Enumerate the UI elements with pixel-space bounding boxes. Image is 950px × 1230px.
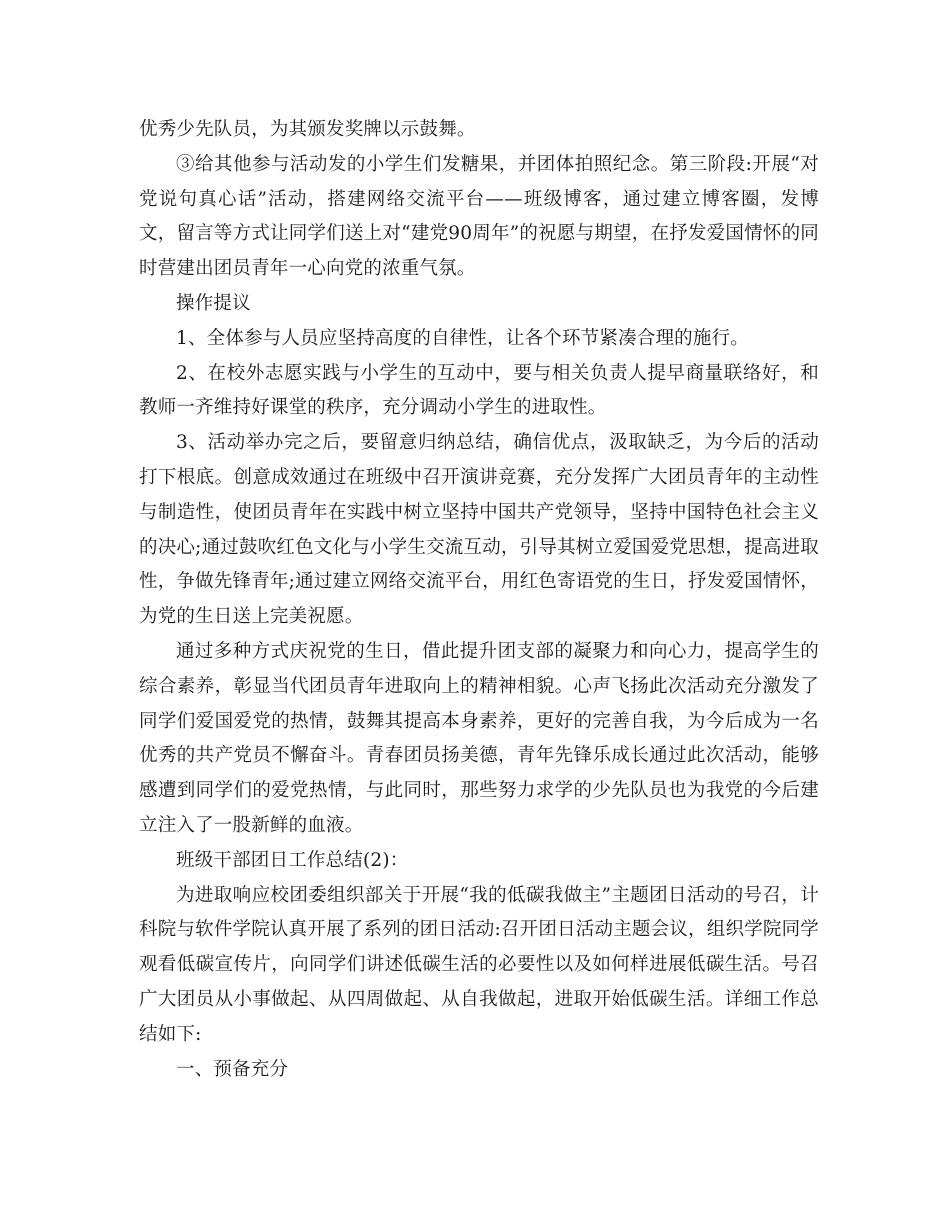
suggestion-item-3: 3、活动举办完之后，要留意归纳总结，确信优点，汲取缺乏，为今后的活动打下根底。创意成效通过在班级中召开演讲竞赛，充分发挥广大团员青年的主动性与制造性，使团员青年在实践中树立坚持中国共产党领导，坚持中国特色社会主义的决心;通过鼓吹红色文化与小学生交流互动，引导其树立爱国爱党思想，提高进取性，争做先锋青年;通过建立网络交流平台，用红色寄语党的生日，抒发爱国情怀，为党的生日送上完美祝愿。 <box>139 432 819 628</box>
paragraph-continuation: 优秀少先队员，为其颁发奖牌以示鼓舞。 <box>139 119 476 140</box>
paragraph-low-carbon-intro: 为进取响应校团委组织部关于开展“我的低碳我做主”主题团日活动的号召，计科院与软件学院认真开展了系列的团日活动:召开团日活动主题会议，组织学院同学观看低碳宣传片，向同学们讲述低碳生活的必要性以及如何样进展低碳生活。号召广大团员从小事做起、从四周做起、从自我做起，进取开始低碳生活。详细工作总结如下: <box>139 884 819 1045</box>
suggestion-item-2: 2、在校外志愿实践与小学生的互动中，要与相关负责人提早商量联络好，和教师一齐维持好课堂的秩序，充分调动小学生的进取性。 <box>139 362 819 419</box>
document-body <box>139 113 819 1087</box>
section-heading-suggestions: 操作提议 <box>176 292 251 314</box>
section-heading-preparation: 一、预备充分 <box>176 1058 289 1080</box>
paragraph-candy-and-stage-three: ③给其他参与活动发的小学生们发糖果，并团体拍照纪念。第三阶段:开展“对党说句真心话”活动，搭建网络交流平台——班级博客，通过建立博客圈，发博文，留言等方式让同学们送上对“建党90周年”的祝愿与期望，在抒发爱国情怀的同时营建出团员青年一心向党的浓重气氛。 <box>139 153 819 280</box>
section-heading-summary-2: 班级干部团日工作总结(2)： <box>176 849 409 871</box>
suggestion-item-1: 1、全体参与人员应坚持高度的自律性，让各个环节紧凑合理的施行。 <box>176 327 749 349</box>
paragraph-celebration-summary: 通过多种方式庆祝党的生日，借此提升团支部的凝聚力和向心力，提高学生的综合素养，彰显当代团员青年进取向上的精神相貌。心声飞扬此次活动充分激发了同学们爱国爱党的热情，鼓舞其提高本身素养，更好的完善自我，为今后成为一名优秀的共产党员不懈奋斗。青春团员扬美德，青年先锋乐成长通过此次活动，能够感遭到同学们的爱党热情，与此同时，那些努力求学的少先队员也为我党的今后建立注入了一股新鲜的血液。 <box>139 640 819 836</box>
